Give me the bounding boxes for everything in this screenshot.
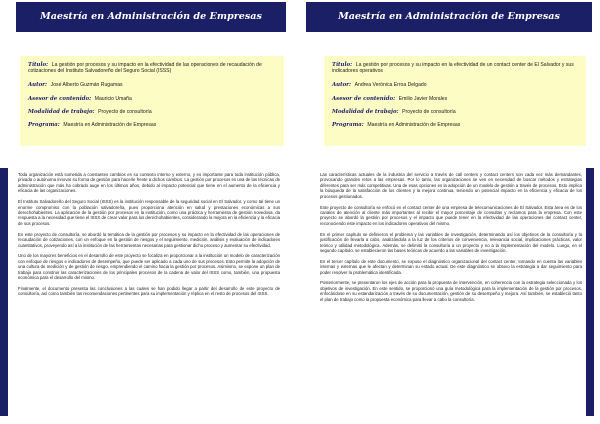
- left-title-label: Título:: [28, 62, 49, 68]
- right-author-label: Autor:: [332, 82, 352, 89]
- right-modality-label: Modalidad de trabajo:: [332, 108, 399, 115]
- left-author-value: José Alberto Guzmán Rugamas: [50, 82, 123, 89]
- right-abstract: [320, 172, 582, 308]
- left-advisor-row: [28, 96, 276, 102]
- left-advisor-label: Asesor de contenido:: [28, 95, 92, 102]
- left-program-row: [28, 122, 276, 128]
- right-title-row: [332, 62, 578, 74]
- right-program-row: [332, 122, 578, 128]
- right-info-box: [324, 56, 586, 146]
- left-abstract: [18, 172, 280, 302]
- left-advisor-value: Mauricio Umaña: [94, 95, 132, 102]
- left-title-row: [28, 62, 276, 74]
- left-paragraph-2: El Instituto Salvadoreño del Seguro Social (ISSS) es la institución responsable de la seguridad social en El Salvador, y como tal tiene un enorme compromiso con la población salvadoreña, pues proporciona atención en salud y prestaciones económicas a sus derechohabientes. La aplicación de la gestión por procesos en la institución, como una práctica y herramienta de gestión novedosa, da respuesta a la necesidad que tiene el ISSS de crear valor para los derechohabientes, considerando la mejora en la eficiencia y la eficacia de sus procesos.: [18, 199, 280, 226]
- right-title-label: Título:: [332, 62, 353, 68]
- left-paragraph-5: Finalmente, el documento presenta las conclusiones a las cuales se han podido llegar a partir del desarrollo de este proyecto de consultoría, así como también las recomendaciones pertinentes para su implementación y réplica en el resto de procesos del ISSS.: [18, 285, 280, 297]
- right-modality-value: Proyecto de consultoría: [402, 108, 456, 115]
- left-paragraph-3: En este proyecto de consultoría, se abordó la temática de la gestión por procesos y su impacto en la efectividad de las operaciones de recaudación de cotizaciones, con un enfoque en la gestión de riesgos y el seguimiento, medición, análisis y evaluación de indicadores cuantitativos, proveyendo así a la institución de las herramientas necesarias para gestionar dicho proceso y aumentar su efectividad.: [18, 231, 280, 248]
- right-page: [304, 0, 600, 424]
- right-author-value: Andrea Verónica Erroa Delgado: [354, 82, 427, 89]
- right-header-banner: Maestría en Administración de Empresas: [306, 2, 592, 32]
- right-paragraph-3: En el primer capítulo se definieron el problema y las variables de investigación, determinando así los objetivos de la consultoría y la justificación de llevarla a cabo, analizándola a la luz de los criterios de conveniencia, relevancia social, implicaciones prácticas, valor teórico y utilidad metodológica. Además, se delimitó la consultoría a un proyecto y no a la implementación del modelo. Luego, en el segundo capítulo, se establecieron las bases teóricas de acuerdo a las variables de investigación.: [320, 231, 582, 254]
- left-program-label: Programa:: [28, 122, 60, 129]
- right-program-value: Maestría en Administración de Empresas: [367, 122, 461, 129]
- right-modality-row: [332, 109, 578, 115]
- right-title-value: La gestión por procesos y su impacto en la efectividad de un contact center de El Salvador y sus indicadores operativos: [332, 62, 574, 75]
- left-header-banner: Maestría en Administración de Empresas: [16, 2, 286, 32]
- right-author-row: [332, 82, 578, 88]
- left-title-value: La gestión por procesos y su impacto en la efectividad de las operaciones de recaudación de cotizaciones del Instituto Salvadoreño del Seguro Social (ISSS): [28, 62, 262, 75]
- left-paragraph-1: Toda organización está sometida a constantes cambios en su contexto interno y externo, y es importante para toda institución pública, privada o autónoma innovar su forma de gestión para hacerle frente a dichos cambios. La gestión por procesos es una de las técnicas de administración que más ha cobrado auge en los últimos años, debido al impacto potencial que tiene en el aumento de la eficiencia y eficacia de las organizaciones.: [18, 172, 280, 194]
- left-modality-row: [28, 109, 276, 115]
- left-page: [0, 0, 290, 424]
- left-program-value: Maestría en Administración de Empresas: [63, 122, 157, 129]
- right-paragraph-5: Posteriormente, se presentaron los ejes de acción para la propuesta de intervención, en coherencia con la estrategia seleccionada y los objetivos de investigación. En este sentido, se proporcionó una guía metodológica para la implementación de la gestión por procesos, enfocándose en su estandarización a través de su documentación, gestión de su desempeño y mejora. Así también, se estableció tanto el plan de trabajo como la propuesta económica para llevar a cabo la consultoría.: [320, 280, 582, 302]
- left-modality-value: Proyecto de consultoría: [98, 108, 152, 115]
- left-paragraph-4: Uno de los mayores beneficios en el desarrollo de este proyecto se focaliza en proporcionar a la institución un modelo de caracterización con enfoque de riesgos e indicadores de desempeño, que puede ser aplicado a cada uno de sus procesos. Esto permite la adopción de una cultura de medición y de gestión de riesgo, emprendiendo el camino hacia la gestión por procesos. Asimismo, se expone un plan de trabajo para construir las caracterizaciones de los principales procesos de la cadena de valor del ISSS como, también, una propuesta económica para el desarrollo del mismo.: [18, 253, 280, 281]
- right-side-bar: [586, 168, 594, 416]
- left-author-label: Autor:: [28, 82, 48, 89]
- right-advisor-row: [332, 96, 578, 102]
- right-advisor-label: Asesor de contenido:: [332, 95, 396, 102]
- right-advisor-value: Emilio Javier Morales: [398, 95, 448, 102]
- right-paragraph-1: Las características actuales de la industria del servicio a través de call centers y contact centers son cada vez más demandantes, provocando grandes retos a las empresas. Por lo tanto, las organizaciones se ven en necesidad de buscar métodos y estrategias diferentes para ser más competitivas. Una de esas opciones es la adopción de un modelo de gestión a través de procesos. Esto implica la búsqueda de la satisfacción de los clientes y la mejora continua, teniendo un potencial impacto en la eficiencia y eficacia de los procesos gestionados.: [320, 172, 582, 199]
- left-modality-label: Modalidad de trabajo:: [28, 108, 95, 115]
- right-paragraph-2: Este proyecto de consultoría se enfocó en el contact center de una empresa de telecomunicaciones de El Salvador. Esta área es de los canales de atención al cliente más importantes al recibir el mayor porcentaje de consultas y reclamos para la empresa. Con este proyecto se abordó la gestión por procesos y el impacto que puede tener en la efectividad de las operaciones del contact center, reconociendo este impacto en los indicadores operativos del mismo.: [320, 204, 582, 226]
- right-paragraph-4: En el tercer capítulo de este documento, se expuso el diagnóstico organizacional del contact center, tomando en cuenta las variables internas y externas que le afectan y determinan su estado actual. De este diagnóstico se obtuvo la estrategia a dar seguimiento para poder resolver la problemática identificada.: [320, 258, 582, 275]
- left-side-bar: [0, 168, 8, 416]
- right-program-label: Programa:: [332, 122, 364, 129]
- left-info-box: [20, 56, 284, 146]
- left-author-row: [28, 82, 276, 88]
